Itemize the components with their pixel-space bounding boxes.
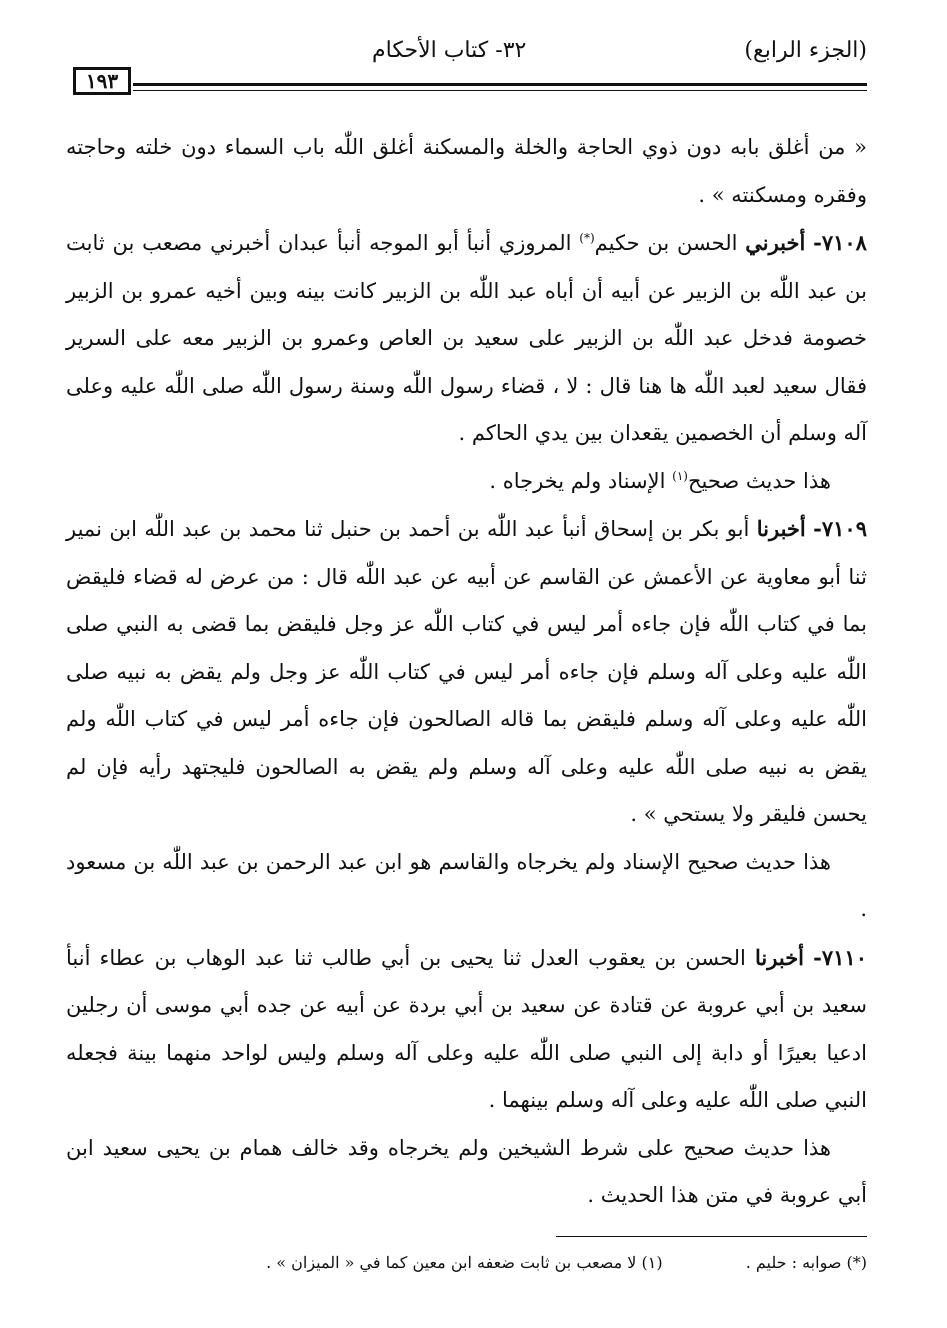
hadith-lead-word: أخبرني xyxy=(745,230,806,255)
page-number-box xyxy=(73,67,131,95)
continued-paragraph: « من أغلق بابه دون ذوي الحاجة والخلة والمسكنة أغلق اللّٰه باب السماء دون خلته وحاجته وفقره ومسكنته » . xyxy=(66,135,867,207)
footnote-marker-star: (*) xyxy=(579,231,595,245)
hadith-text-part: الحسن بن حكيم xyxy=(594,231,738,255)
page-header xyxy=(0,0,947,110)
header-rule-thick xyxy=(133,83,867,86)
hadith-text: أبو بكر بن إسحاق أنبأ عبد اللّٰه بن أحمد بن حنبل ثنا محمد بن عبد اللّٰه ابن نمير ثنا أبو معاوية عن الأعمش عن القاسم عن أبيه عن عبد اللّٰه قال : من عرض له قضاء فليقض بما في كتاب اللّٰه فإن جاءه أمر ليس في كتاب اللّٰه عز وجل فليقض بما قضى به النبي صلى اللّٰه عليه وعلى آله وسلم فإن جاءه أمر ليس في كتاب اللّٰه عز وجل ولم يقض به نبيه صلى اللّٰه عليه وعلى آله وسلم فليقض بما قاله الصالحون فإن جاءه أمر ليس في كتاب اللّٰه ولم يقض به نبيه صلى اللّٰه عليه وعلى آله وسلم ولم يقض به الصالحون فليجتهد رأيه فإن لم يحسن فليقر ولا يستحي » . xyxy=(66,517,867,826)
page-number: ١٩٣ xyxy=(85,69,119,93)
grading-text-part: هذا حديث صحيح xyxy=(687,468,831,493)
main-text xyxy=(66,124,867,1220)
part-title: (الجزء الرابع) xyxy=(744,38,867,63)
hadith-lead-word: أخبرنا xyxy=(755,944,805,970)
header-rule-thin xyxy=(133,90,867,91)
hadith-number: ٧١٠٨- xyxy=(813,230,867,255)
grading-7108 xyxy=(66,458,867,506)
book-title: ٣٢- كتاب الأحكام xyxy=(372,38,527,63)
footnote-marker-one: (١) xyxy=(672,468,688,483)
hadith-number: ٧١١٠- xyxy=(813,944,867,970)
hadith-text: الحسن بن يعقوب العدل ثنا يحيى بن أبي طالب ثنا عبد الوهاب بن عطاء أنبأ سعيد بن أبي عروبة عن قتادة عن سعيد بن أبي بردة عن أبيه عن جده أبي موسى أن رجلين ادعيا بعيرًا أو دابة إلى النبي صلى اللّٰه عليه وعلى آله وسلم وليس لواحد منهما بينة فجعله النبي صلى اللّٰه عليه وعلى آله وسلم بينهما . xyxy=(66,945,867,1112)
hadith-number: ٧١٠٩- xyxy=(813,516,867,541)
footnote-star: (*) صوابه : حليم . xyxy=(745,1253,867,1272)
hadith-lead-word: أخبرنا xyxy=(756,516,806,541)
footnote-rule xyxy=(556,1236,867,1237)
grading-7110: هذا حديث صحيح على شرط الشيخين ولم يخرجاه وقد خالف همام بن يحيى سعيد ابن أبي عروبة في متن هذا الحديث . xyxy=(66,1135,867,1207)
grading-7109: هذا حديث صحيح الإسناد ولم يخرجاه والقاسم هو ابن عبد الرحمن بن عبد اللّٰه بن مسعود . xyxy=(66,849,867,921)
hadith-7110 xyxy=(66,934,867,1125)
footnotes xyxy=(66,1246,867,1280)
hadith-7109 xyxy=(66,505,867,839)
hadith-7108 xyxy=(66,219,867,458)
hadith-text-part: المروزي أنبأ أبو الموجه أنبأ عبدان أخبرني مصعب بن ثابت بن عبد اللّٰه بن الزبير عن أبيه أن أباه عبد اللّٰه بن الزبير كانت بينه وبين أخيه عمرو بن الزبير خصومة فدخل عبد اللّٰه بن الزبير على سعيد بن العاص وعمرو بن الزبير معه على السرير فقال سعيد لعبد اللّٰه ها هنا قال : لا ، قضاء رسول اللّٰه وسنة رسول اللّٰه صلى اللّٰه عليه وعلى آله وسلم أن الخصمين يقعدان بين يدي الحاكم . xyxy=(66,231,867,445)
footnote-one: (١) لا مصعب بن ثابت ضعفه ابن معين كما في « الميزان » . xyxy=(266,1253,663,1272)
grading-text-part: الإسناد ولم يخرجاه . xyxy=(489,468,666,493)
